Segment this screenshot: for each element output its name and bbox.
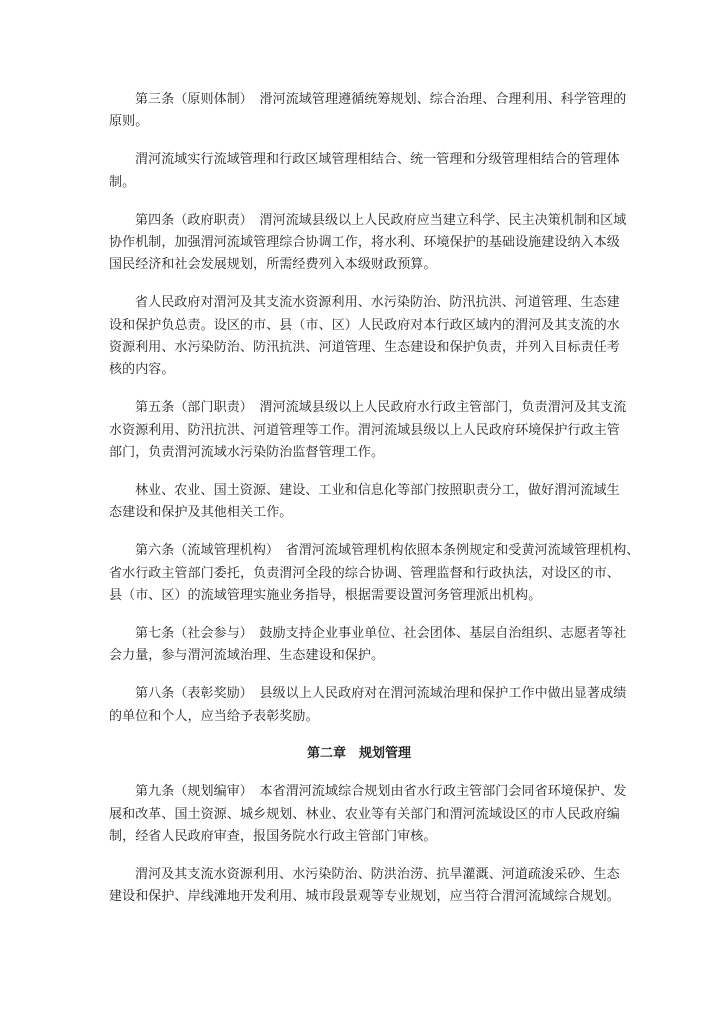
paragraph-line: 国民经济和社会发展规划，所需经费列入本级财政预算。 [109, 257, 437, 273]
paragraph-line: 第三条（原则体制） 滑河流域管理遵循统筹规划、综合治理、合理利用、科学管理的 [135, 92, 627, 107]
paragraph-line: 展和改革、国土资源、城乡规划、林业、农业等有关部门和渭河流域设区的市人民政府编 [109, 806, 620, 822]
paragraph-line: 的单位和个人，应当给予表彰奖励。 [109, 708, 319, 724]
paragraph-line: 渭河流域实行流域管理和行政区域管理相结合、统一管理和分级管理相结合的管理体 [135, 152, 620, 168]
paragraph-line: 林业、农业、国土资源、建设、工业和信息化等部门按照职责分工，做好渭河流域生 [135, 482, 620, 498]
paragraph-line: 协作机制，加强渭河流域管理综合协调工作，将水利、环境保护的基础设施建设纳入本级 [109, 234, 620, 250]
paragraph-line: 第五条（部门职责） 渭河流域县级以上人民政府水行政主管部门，负责渭河及其支流 [135, 400, 627, 416]
paragraph [109, 480, 619, 525]
chapter-heading: 第二章 规划管理 [306, 746, 411, 762]
paragraph-line: 原则。 [109, 114, 149, 130]
paragraph [109, 864, 619, 909]
paragraph [109, 149, 619, 194]
paragraph-line: 制，经省人民政府审查，报国务院水行政主管部门审核。 [109, 829, 437, 845]
paragraph [109, 397, 627, 464]
articles-section [109, 89, 640, 728]
paragraph-line: 县（市、区）的流域管理实施业务指导，根据需要设置河务管理派出机构。 [109, 588, 542, 604]
paragraph [109, 292, 619, 382]
document-page [109, 89, 640, 924]
paragraph-line: 会力量，参与渭河流域治理、生态建设和保护。 [109, 648, 385, 664]
paragraph [109, 540, 640, 607]
paragraph-line: 部门，负责渭河流域水污染防治监督管理工作。 [109, 445, 385, 461]
paragraph-line: 制。 [109, 174, 136, 190]
paragraph-line: 核的内容。 [109, 362, 175, 378]
paragraph-line: 省水行政主管部门委托，负责渭河全段的综合协调、管理监督和行政执法，对设区的市、 [109, 565, 620, 581]
paragraph-line: 省人民政府对渭河及其支流水资源利用、水污染防治、防汛抗洪、河道管理、生态建 [135, 295, 620, 311]
paragraph-line: 第八条（表彰奖励） 县级以上人民政府对在渭河流域治理和保护工作中做出显著成绩 [135, 686, 627, 702]
paragraph-line: 建设和保护、岸线滩地开发利用、城市段景观等专业规划，应当符合渭河流域综合规划。 [109, 889, 620, 905]
paragraph [109, 89, 627, 134]
articles-section-planning [109, 781, 627, 908]
paragraph-line: 态建设和保护及其他相关工作。 [109, 505, 293, 521]
paragraph [109, 623, 627, 668]
paragraph-line: 第九条（规划编审） 本省渭河流域综合规划由省水行政主管部门会同省环境保护、发 [135, 784, 627, 800]
paragraph [109, 781, 627, 848]
paragraph [109, 210, 627, 277]
paragraph-line: 水资源利用、防汛抗洪、河道管理等工作。渭河流域县级以上人民政府环境保护行政主管 [109, 422, 620, 438]
paragraph-line: 设和保护负总责。设区的市、县（市、区）人民政府对本行政区域内的渭河及其支流的水 [109, 317, 620, 333]
paragraph-line: 渭河及其支流水资源利用、水污染防治、防洪治涝、抗旱灌溉、河道疏浚采砂、生态 [135, 867, 620, 883]
paragraph-line: 第七条（社会参与） 鼓励支持企业事业单位、社会团体、基层自治组织、志愿者等社 [135, 625, 627, 641]
paragraph-line: 资源利用、水污染防治、防汛抗洪、河道管理、生态建设和保护负责，并列入目标责任考 [109, 340, 620, 356]
paragraph-line: 第六条（流域管理机构） 省渭河流域管理机构依照本条例规定和受黄河流域管理机构、 [135, 543, 640, 559]
paragraph [109, 683, 627, 728]
paragraph-line: 第四条（政府职责） 渭河流域县级以上人民政府应当建立科学、民主决策机制和区域 [135, 212, 627, 228]
